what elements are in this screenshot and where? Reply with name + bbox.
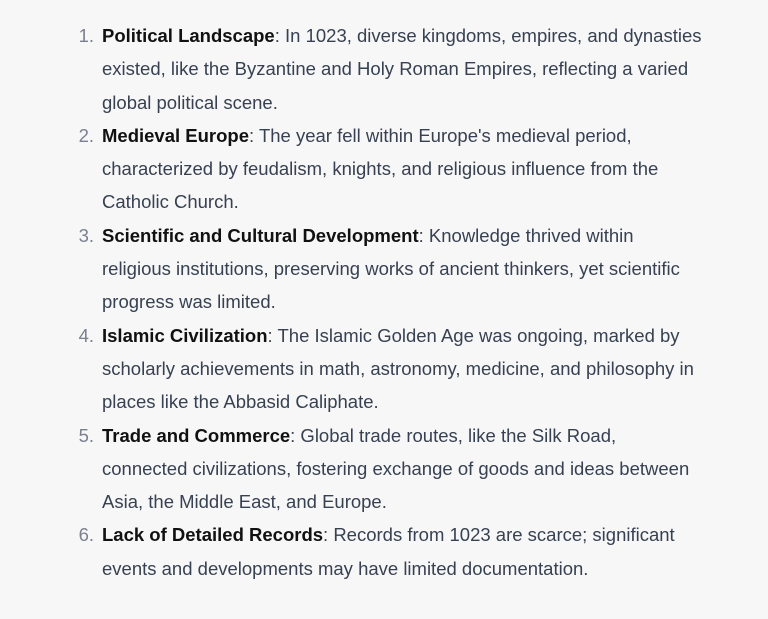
list-item <box>0 19 768 119</box>
list-item-number: 5. <box>78 424 94 446</box>
list-item-text: : The Islamic Golden Age was ongoing, marked by scholarly achievements in math, astronomy, medicine, and philosophy in places like the Abbasid Caliphate. <box>102 324 694 413</box>
answer-content <box>0 19 768 585</box>
list-item-text: : In 1023, diverse kingdoms, empires, and dynasties existed, like the Byzantine and Holy Roman Empires, reflecting a varied global political scene. <box>102 25 702 113</box>
list-item-number: 6. <box>78 524 94 546</box>
list-item-number: 2. <box>78 124 94 146</box>
list-item-number: 1. <box>78 25 94 46</box>
list-item-text: : The year fell within Europe's medieval period, characterized by feudalism, knights, and religious influence from the Catholic Church. <box>102 124 659 213</box>
list-item <box>0 419 768 519</box>
list-item-number: 3. <box>78 224 94 246</box>
list-item <box>0 518 768 585</box>
list-item-text: : Records from 1023 are scarce; significant events and developments may have limited documentation. <box>102 524 675 579</box>
list-item-title: Political Landscape <box>102 25 275 46</box>
list-item-text: : Knowledge thrived within religious institutions, preserving works of ancient thinkers, yet scientific progress was limited. <box>102 224 680 313</box>
list-item-title: Trade and Commerce <box>102 424 291 446</box>
list-item-title: Medieval Europe <box>102 124 250 146</box>
list-item-title: Islamic Civilization <box>102 324 268 346</box>
list-item <box>0 319 768 419</box>
list-item-number: 4. <box>78 324 94 346</box>
list-item-title: Lack of Detailed Records <box>102 524 324 546</box>
numbered-list <box>0 19 768 585</box>
list-item <box>0 219 768 319</box>
list-item-title: Scientific and Cultural Development <box>102 224 419 246</box>
list-item <box>0 119 768 219</box>
list-item-text: : Global trade routes, like the Silk Road, connected civilizations, fostering exchange of goods and ideas between Asia, the Middle East, and Europe. <box>102 424 690 513</box>
